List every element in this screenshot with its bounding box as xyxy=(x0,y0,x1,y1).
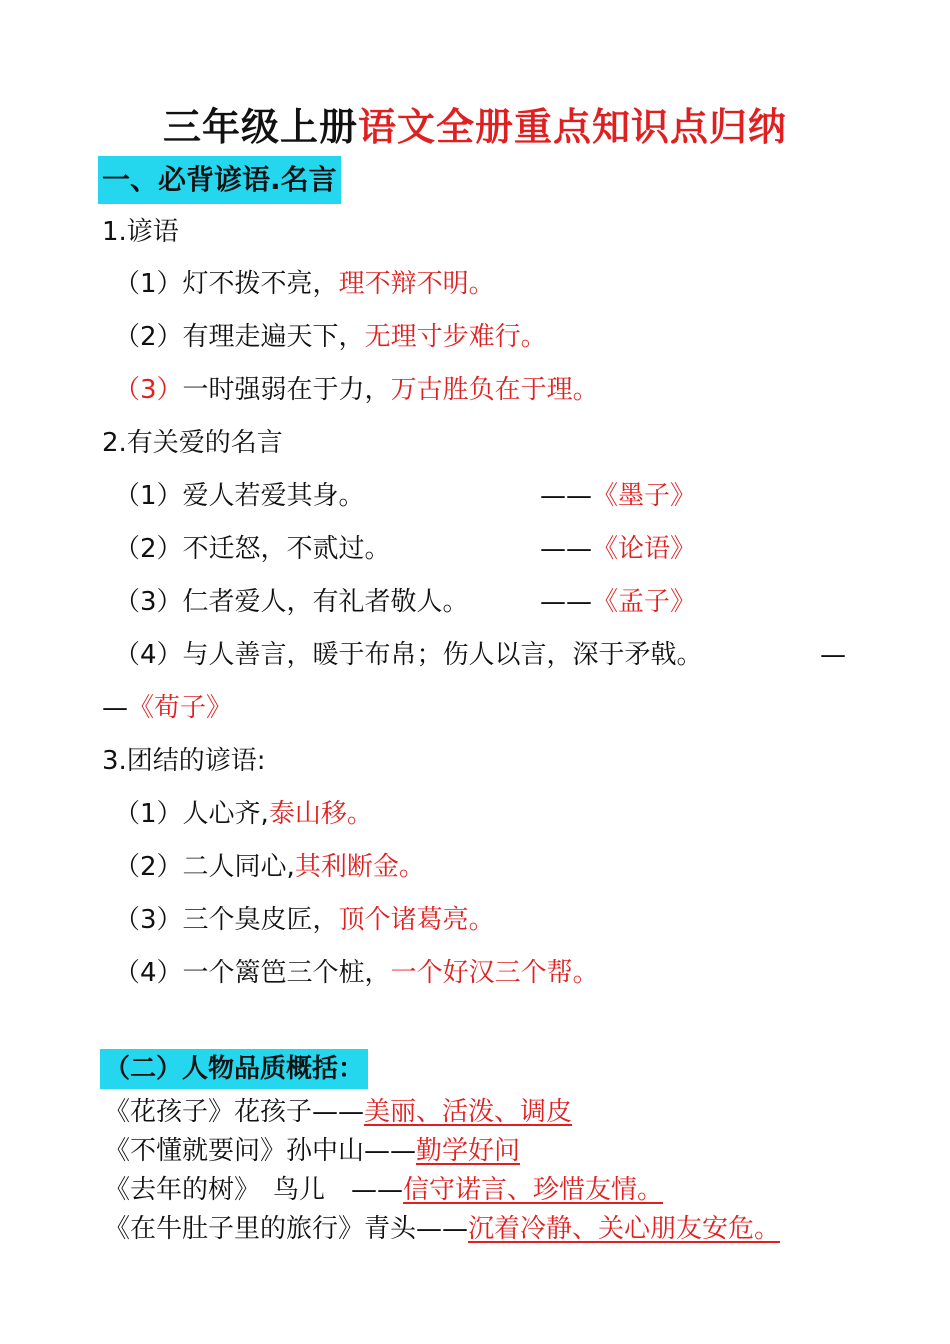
source-dash: —— xyxy=(540,587,592,617)
source-dash: —— xyxy=(540,534,592,564)
quote-4-source xyxy=(102,690,232,726)
item-red: 美丽、活泼、调皮 xyxy=(364,1097,573,1127)
item-text: 《去年的树》 鸟儿 —— xyxy=(104,1175,404,1205)
quote-3 xyxy=(114,584,469,620)
item-num: （1） xyxy=(114,481,183,511)
item-num: （3） xyxy=(114,375,183,405)
quote-2 xyxy=(114,531,391,567)
unity-proverb-4 xyxy=(114,955,599,991)
character-3 xyxy=(104,1172,663,1208)
item-text: 《花孩子》花孩子—— xyxy=(104,1097,365,1127)
item-text: 有理走遍天下， xyxy=(182,322,365,352)
quote-3-source xyxy=(540,584,696,620)
quote-1-source xyxy=(540,478,696,514)
item-red: 泰山移。 xyxy=(268,799,373,829)
item-red: 无理寸步难行。 xyxy=(364,322,547,352)
unity-proverb-2 xyxy=(114,849,425,885)
item-text: 一个篱笆三个桩， xyxy=(182,958,391,988)
item-text: 爱人若爱其身。 xyxy=(182,481,365,511)
quote-4-dash-end: — xyxy=(820,640,846,670)
item-num: （1） xyxy=(114,269,183,299)
unity-proverb-3 xyxy=(114,902,495,938)
quote-4 xyxy=(114,637,703,673)
title-red: 语文全册重点知识点归纳 xyxy=(358,105,788,149)
item-text: 仁者爱人，有礼者敬人。 xyxy=(182,587,469,617)
quote-1 xyxy=(114,478,365,514)
item-num: （2） xyxy=(114,322,183,352)
item-red: 理不辩不明。 xyxy=(338,269,495,299)
item-num: （4） xyxy=(114,958,183,988)
proverb-2 xyxy=(114,319,547,355)
character-4 xyxy=(104,1211,780,1247)
sub2-label: 2.有关爱的名言 xyxy=(102,428,283,458)
item-num: （4） xyxy=(114,640,183,670)
source-dash: —— xyxy=(540,481,592,511)
item-num: （2） xyxy=(114,852,183,882)
item-red: 沉着冷静、关心朋友安危。 xyxy=(468,1214,781,1244)
item-text: 一时强弱在于力， xyxy=(182,375,391,405)
character-1 xyxy=(104,1094,572,1130)
sub3-label: 3.团结的谚语: xyxy=(102,746,266,776)
proverb-3 xyxy=(114,372,599,408)
item-text: 人心齐, xyxy=(182,799,269,829)
item-num: （3） xyxy=(114,587,183,617)
page-title xyxy=(0,96,950,151)
character-2 xyxy=(104,1133,520,1169)
item-red: 万古胜负在于理。 xyxy=(390,375,599,405)
item-red: 一个好汉三个帮。 xyxy=(390,958,599,988)
item-red: 顶个诸葛亮。 xyxy=(338,905,495,935)
unity-proverb-1 xyxy=(114,796,373,832)
item-text: 二人同心, xyxy=(182,852,295,882)
item-text: 与人善言，暖于布帛；伤人以言，深于矛戟。 xyxy=(182,640,703,670)
source-dash: — xyxy=(102,693,128,723)
source-book: 《荀子》 xyxy=(128,693,233,723)
item-red: 勤学好问 xyxy=(416,1136,521,1166)
source-book: 《孟子》 xyxy=(592,587,697,617)
source-book: 《论语》 xyxy=(592,534,697,564)
item-text: 三个臭皮匠， xyxy=(182,905,339,935)
item-text: 《在牛肚子里的旅行》青头—— xyxy=(104,1214,469,1244)
sub1-label: 1.谚语 xyxy=(102,217,179,247)
source-book: 《墨子》 xyxy=(592,481,697,511)
item-red: 其利断金。 xyxy=(294,852,425,882)
section2-heading: （二）人物品质概括： xyxy=(100,1049,368,1089)
item-text: 灯不拨不亮， xyxy=(182,269,339,299)
proverb-1 xyxy=(114,266,495,302)
section1-heading: 一、必背谚语.名言 xyxy=(98,156,341,204)
item-num: （3） xyxy=(114,905,183,935)
title-black: 三年级上册 xyxy=(162,105,358,149)
quote-2-source xyxy=(540,531,696,567)
item-num: （2） xyxy=(114,534,183,564)
item-num: （1） xyxy=(114,799,183,829)
item-red: 信守诺言、珍惜友情。 xyxy=(403,1175,664,1205)
item-text: 不迁怒，不贰过。 xyxy=(182,534,391,564)
item-text: 《不懂就要问》孙中山—— xyxy=(104,1136,417,1166)
